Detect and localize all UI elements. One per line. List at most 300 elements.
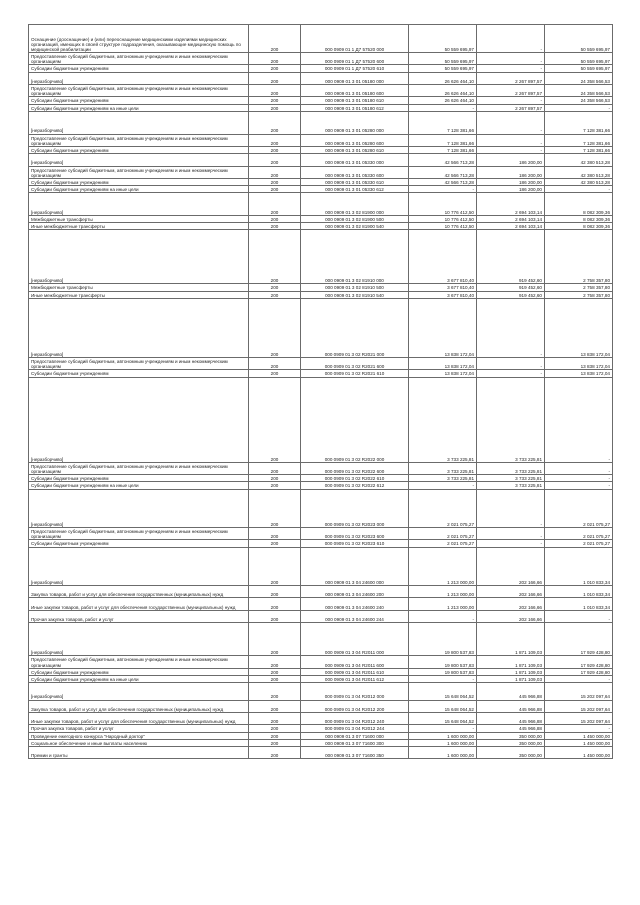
table-row bbox=[29, 377, 613, 462]
row-amount-approved: 2 021 075,27 bbox=[409, 489, 477, 527]
row-amount-executed: 202 166,66 bbox=[477, 598, 545, 610]
row-amount-unexecuted: 17 929 428,80 bbox=[545, 668, 613, 675]
row-description: Закупка товаров, работ и услуг для обеспечения государственных (муниципальных) нужд bbox=[29, 700, 249, 712]
row-line-code: 200 bbox=[249, 370, 301, 377]
row-classification-code: 000 0909 01 3 02 R2023 610 bbox=[301, 540, 409, 547]
row-classification-code: 000 0909 01 3 02 R2022 610 bbox=[301, 475, 409, 482]
row-classification-code: 000 0909 01 3 04 R2011 612 bbox=[301, 675, 409, 682]
row-amount-approved: - bbox=[409, 725, 477, 732]
row-amount-approved: 3 733 225,81 bbox=[409, 462, 477, 474]
row-description: Межбюджетные трансферты bbox=[29, 216, 249, 223]
row-amount-unexecuted: 2 021 075,27 bbox=[545, 489, 613, 527]
row-description: Предоставление субсидий бюджетным, автономным учреждениям и иным некоммерческим организациям bbox=[29, 134, 249, 146]
row-amount-unexecuted: 1 010 833,34 bbox=[545, 598, 613, 610]
row-line-code: 200 bbox=[249, 623, 301, 656]
row-description: Субсидии бюджетным учреждениям на иные цели bbox=[29, 482, 249, 489]
row-description: [неразборчиво] bbox=[29, 72, 249, 84]
row-line-code: 200 bbox=[249, 462, 301, 474]
row-classification-code: 000 0909 01 3 02 R2022 600 bbox=[301, 462, 409, 474]
table-row bbox=[29, 540, 613, 547]
table-row bbox=[29, 598, 613, 610]
row-amount-unexecuted: - bbox=[545, 725, 613, 732]
row-amount-unexecuted: 17 929 428,80 bbox=[545, 623, 613, 656]
row-description: Субсидии бюджетным учреждениям bbox=[29, 97, 249, 104]
row-line-code: 200 bbox=[249, 475, 301, 482]
row-classification-code: 000 0909 01 1 Д7 57520 600 bbox=[301, 53, 409, 65]
row-amount-executed: 1 871 109,03 bbox=[477, 623, 545, 656]
row-amount-approved: 1 213 000,00 bbox=[409, 598, 477, 610]
row-amount-executed: 3 733 225,81 bbox=[477, 475, 545, 482]
row-amount-approved: 42 566 713,28 bbox=[409, 154, 477, 166]
row-amount-approved: 1 213 000,00 bbox=[409, 547, 477, 585]
row-line-code: 200 bbox=[249, 193, 301, 216]
table-row bbox=[29, 166, 613, 178]
row-amount-approved: 10 776 412,50 bbox=[409, 223, 477, 230]
row-description: Субсидии бюджетным учреждениям bbox=[29, 540, 249, 547]
row-line-code: 200 bbox=[249, 489, 301, 527]
row-classification-code: 000 0909 01 3 04 24600 000 bbox=[301, 547, 409, 585]
row-line-code: 200 bbox=[249, 668, 301, 675]
row-amount-approved: 26 626 464,10 bbox=[409, 72, 477, 84]
row-amount-approved: 3 733 225,81 bbox=[409, 377, 477, 462]
table-row bbox=[29, 104, 613, 111]
row-amount-approved: 7 128 381,66 bbox=[409, 111, 477, 134]
row-description: Прочая закупка товаров, работ и услуг bbox=[29, 725, 249, 732]
row-amount-executed: 1 871 109,03 bbox=[477, 668, 545, 675]
row-classification-code: 000 0909 01 3 02 R2023 000 bbox=[301, 489, 409, 527]
row-amount-unexecuted: 50 559 695,97 bbox=[545, 25, 613, 53]
row-amount-unexecuted: 8 082 309,36 bbox=[545, 216, 613, 223]
row-classification-code: 000 0909 01 3 04 R2011 610 bbox=[301, 668, 409, 675]
row-amount-unexecuted: - bbox=[545, 675, 613, 682]
row-amount-approved: 26 626 464,10 bbox=[409, 84, 477, 96]
row-description: Субсидии бюджетным учреждениям на иные цели bbox=[29, 104, 249, 111]
row-amount-unexecuted: 50 559 695,97 bbox=[545, 53, 613, 65]
row-amount-approved: 1 600 000,00 bbox=[409, 732, 477, 739]
table-row bbox=[29, 725, 613, 732]
row-amount-approved: 15 648 064,52 bbox=[409, 700, 477, 712]
row-amount-approved: 42 566 713,28 bbox=[409, 166, 477, 178]
row-amount-unexecuted: 1 450 000,00 bbox=[545, 732, 613, 739]
row-amount-approved: 13 838 172,04 bbox=[409, 358, 477, 370]
row-description: Предоставление субсидий бюджетным, автономным учреждениям и иным некоммерческим организациям bbox=[29, 527, 249, 539]
row-line-code: 200 bbox=[249, 53, 301, 65]
row-line-code: 200 bbox=[249, 358, 301, 370]
row-description: Иные закупки товаров, работ и услуг для обеспечения государственных (муниципальных) нужд bbox=[29, 713, 249, 725]
row-amount-executed: - bbox=[477, 97, 545, 104]
row-classification-code: 000 0909 01 3 04 24600 244 bbox=[301, 610, 409, 622]
row-amount-approved: 7 128 381,66 bbox=[409, 134, 477, 146]
row-amount-unexecuted: 42 380 513,28 bbox=[545, 154, 613, 166]
row-classification-code: 000 0909 01 3 04 R2012 244 bbox=[301, 725, 409, 732]
row-amount-approved: 1 600 000,00 bbox=[409, 746, 477, 758]
row-line-code: 200 bbox=[249, 739, 301, 746]
row-classification-code: 000 0909 01 3 04 24600 200 bbox=[301, 585, 409, 597]
row-amount-executed: 202 166,66 bbox=[477, 610, 545, 622]
row-description: Иные закупки товаров, работ и услуг для обеспечения государственных (муниципальных) нужд bbox=[29, 598, 249, 610]
row-amount-approved: - bbox=[409, 186, 477, 193]
row-amount-approved: 15 648 064,52 bbox=[409, 713, 477, 725]
row-amount-executed: 186 200,00 bbox=[477, 178, 545, 185]
row-amount-executed: - bbox=[477, 25, 545, 53]
row-line-code: 200 bbox=[249, 166, 301, 178]
row-line-code: 200 bbox=[249, 585, 301, 597]
row-description: Субсидии бюджетным учреждениям bbox=[29, 668, 249, 675]
row-line-code: 200 bbox=[249, 598, 301, 610]
row-amount-executed: - bbox=[477, 370, 545, 377]
row-description: Закупка товаров, работ и услуг для обеспечения государственных (муниципальных) нужд bbox=[29, 585, 249, 597]
row-description: Предоставление субсидий бюджетным, автономным учреждениям и иным некоммерческим организациям bbox=[29, 166, 249, 178]
row-amount-executed: - bbox=[477, 53, 545, 65]
row-line-code: 200 bbox=[249, 186, 301, 193]
table-row bbox=[29, 291, 613, 298]
row-classification-code: 000 0909 01 1 Д7 57520 000 bbox=[301, 25, 409, 53]
row-line-code: 200 bbox=[249, 713, 301, 725]
row-classification-code: 000 0909 01 3 01 05180 000 bbox=[301, 72, 409, 84]
row-amount-approved: 1 213 000,00 bbox=[409, 585, 477, 597]
row-amount-executed: 445 966,88 bbox=[477, 683, 545, 701]
row-amount-executed: - bbox=[477, 298, 545, 357]
row-amount-executed: - bbox=[477, 527, 545, 539]
row-amount-executed: - bbox=[477, 65, 545, 72]
table-row bbox=[29, 216, 613, 223]
row-amount-unexecuted: - bbox=[545, 482, 613, 489]
row-amount-approved: 1 600 000,00 bbox=[409, 739, 477, 746]
row-description: Предоставление субсидий бюджетным, автономным учреждениям и иным некоммерческим организациям bbox=[29, 53, 249, 65]
table-row bbox=[29, 134, 613, 146]
row-amount-executed: 1 871 109,03 bbox=[477, 675, 545, 682]
row-classification-code: 000 0909 01 3 01 05180 612 bbox=[301, 104, 409, 111]
row-line-code: 200 bbox=[249, 700, 301, 712]
table-row bbox=[29, 65, 613, 72]
row-description: Субсидии бюджетным учреждениям на иные цели bbox=[29, 186, 249, 193]
table-row bbox=[29, 223, 613, 230]
row-classification-code: 000 0909 01 3 02 81900 500 bbox=[301, 216, 409, 223]
row-line-code: 200 bbox=[249, 377, 301, 462]
row-line-code: 200 bbox=[249, 25, 301, 53]
row-classification-code: 000 0909 01 3 04 R2012 200 bbox=[301, 700, 409, 712]
table-row bbox=[29, 610, 613, 622]
row-amount-unexecuted: - bbox=[545, 104, 613, 111]
row-line-code: 200 bbox=[249, 154, 301, 166]
row-amount-approved: 3 677 810,40 bbox=[409, 230, 477, 284]
row-line-code: 200 bbox=[249, 97, 301, 104]
row-classification-code: 000 0909 01 3 02 81910 500 bbox=[301, 284, 409, 291]
row-classification-code: 000 0909 01 3 07 71600 000 bbox=[301, 732, 409, 739]
row-classification-code: 000 0909 01 3 02 81900 000 bbox=[301, 193, 409, 216]
row-amount-unexecuted: 2 021 075,27 bbox=[545, 540, 613, 547]
row-description: Субсидии бюджетным учреждениям bbox=[29, 178, 249, 185]
row-classification-code: 000 0909 01 3 01 05180 600 bbox=[301, 84, 409, 96]
row-amount-unexecuted: 24 358 566,53 bbox=[545, 72, 613, 84]
row-description: [неразборчиво] bbox=[29, 547, 249, 585]
row-amount-unexecuted: 50 559 695,97 bbox=[545, 65, 613, 72]
table-row bbox=[29, 656, 613, 668]
row-amount-approved: 50 559 695,97 bbox=[409, 53, 477, 65]
table-row bbox=[29, 284, 613, 291]
row-line-code: 200 bbox=[249, 284, 301, 291]
row-amount-unexecuted: 2 021 075,27 bbox=[545, 527, 613, 539]
row-amount-unexecuted: 1 450 000,00 bbox=[545, 739, 613, 746]
table-row bbox=[29, 178, 613, 185]
row-amount-approved: 3 733 225,81 bbox=[409, 475, 477, 482]
row-description: Межбюджетные трансферты bbox=[29, 284, 249, 291]
row-description: Предоставление субсидий бюджетным, автономным учреждениям и иным некоммерческим организациям bbox=[29, 358, 249, 370]
row-amount-unexecuted: 17 929 428,80 bbox=[545, 656, 613, 668]
row-line-code: 200 bbox=[249, 298, 301, 357]
row-classification-code: 000 0909 01 3 02 R2021 000 bbox=[301, 298, 409, 357]
table-row bbox=[29, 72, 613, 84]
row-amount-unexecuted: - bbox=[545, 610, 613, 622]
table-row bbox=[29, 146, 613, 153]
row-amount-approved: 19 800 537,83 bbox=[409, 668, 477, 675]
row-classification-code: 000 0909 01 3 02 81910 540 bbox=[301, 291, 409, 298]
row-line-code: 200 bbox=[249, 291, 301, 298]
row-line-code: 200 bbox=[249, 683, 301, 701]
row-amount-approved: 2 021 075,27 bbox=[409, 540, 477, 547]
row-classification-code: 000 0909 01 3 07 71600 300 bbox=[301, 739, 409, 746]
row-amount-approved: 19 800 537,83 bbox=[409, 656, 477, 668]
row-amount-executed: 186 200,00 bbox=[477, 154, 545, 166]
table-row bbox=[29, 700, 613, 712]
table-row bbox=[29, 111, 613, 134]
row-amount-executed: 445 966,88 bbox=[477, 700, 545, 712]
row-description: Иные межбюджетные трансферты bbox=[29, 291, 249, 298]
row-classification-code: 000 0909 01 3 04 24600 240 bbox=[301, 598, 409, 610]
row-amount-unexecuted: 2 758 357,80 bbox=[545, 284, 613, 291]
row-line-code: 200 bbox=[249, 223, 301, 230]
table-row bbox=[29, 683, 613, 701]
row-amount-unexecuted: 7 128 381,66 bbox=[545, 134, 613, 146]
row-amount-approved: 7 128 381,66 bbox=[409, 146, 477, 153]
row-description: Иные межбюджетные трансферты bbox=[29, 223, 249, 230]
row-amount-approved: - bbox=[409, 610, 477, 622]
row-line-code: 200 bbox=[249, 610, 301, 622]
row-amount-approved: - bbox=[409, 104, 477, 111]
row-description: [неразборчиво] bbox=[29, 193, 249, 216]
row-classification-code: 000 0909 01 3 02 R2021 600 bbox=[301, 358, 409, 370]
table-row bbox=[29, 746, 613, 758]
row-amount-approved: 3 677 810,40 bbox=[409, 291, 477, 298]
row-amount-executed: - bbox=[477, 489, 545, 527]
row-description: Субсидии бюджетным учреждениям на иные цели bbox=[29, 675, 249, 682]
row-amount-unexecuted: 13 838 172,04 bbox=[545, 358, 613, 370]
row-amount-approved: 19 800 537,83 bbox=[409, 623, 477, 656]
table-row bbox=[29, 230, 613, 284]
row-amount-unexecuted: - bbox=[545, 462, 613, 474]
row-description: [неразборчиво] bbox=[29, 154, 249, 166]
row-description: Субсидии бюджетным учреждениям bbox=[29, 370, 249, 377]
row-description: Субсидии бюджетным учреждениям bbox=[29, 475, 249, 482]
table-row bbox=[29, 475, 613, 482]
row-description: [неразборчиво] bbox=[29, 683, 249, 701]
row-description: Предоставление субсидий бюджетным, автономным учреждениям и иным некоммерческим организациям bbox=[29, 656, 249, 668]
row-description: Премии и гранты bbox=[29, 746, 249, 758]
row-line-code: 200 bbox=[249, 230, 301, 284]
row-line-code: 200 bbox=[249, 656, 301, 668]
table-row bbox=[29, 489, 613, 527]
row-description: Оснащение (дооснащение) и (или) переоснащение медицинскими изделиями медицинских организаций, имеющих в своей структуре подразделения, оказывающие медицинскую помощь по медицинской реабилитации bbox=[29, 25, 249, 53]
row-amount-approved: - bbox=[409, 675, 477, 682]
row-amount-executed: 186 200,00 bbox=[477, 166, 545, 178]
row-classification-code: 000 0909 01 3 02 R2021 610 bbox=[301, 370, 409, 377]
row-amount-unexecuted: 8 082 309,36 bbox=[545, 223, 613, 230]
row-line-code: 200 bbox=[249, 134, 301, 146]
row-amount-executed: 202 166,66 bbox=[477, 585, 545, 597]
table-row bbox=[29, 668, 613, 675]
row-amount-executed: - bbox=[477, 146, 545, 153]
row-amount-executed: 2 267 897,57 bbox=[477, 104, 545, 111]
row-line-code: 200 bbox=[249, 146, 301, 153]
row-classification-code: 000 0909 01 3 02 81910 000 bbox=[301, 230, 409, 284]
row-amount-executed: 919 452,60 bbox=[477, 230, 545, 284]
row-amount-unexecuted: 7 128 381,66 bbox=[545, 146, 613, 153]
row-amount-unexecuted: 24 358 566,53 bbox=[545, 97, 613, 104]
row-amount-unexecuted: 42 380 513,28 bbox=[545, 178, 613, 185]
row-classification-code: 000 0909 01 3 01 05330 612 bbox=[301, 186, 409, 193]
row-classification-code: 000 0909 01 3 02 R2022 000 bbox=[301, 377, 409, 462]
row-classification-code: 000 0909 01 3 02 81900 540 bbox=[301, 223, 409, 230]
row-amount-executed: 2 267 897,57 bbox=[477, 84, 545, 96]
row-description: [неразборчиво] bbox=[29, 377, 249, 462]
row-amount-approved: 50 559 695,97 bbox=[409, 25, 477, 53]
row-amount-approved: 15 648 064,52 bbox=[409, 683, 477, 701]
row-amount-approved: - bbox=[409, 482, 477, 489]
row-amount-executed: 350 000,00 bbox=[477, 732, 545, 739]
row-amount-executed: 445 966,88 bbox=[477, 713, 545, 725]
row-classification-code: 000 0909 01 3 04 R2011 600 bbox=[301, 656, 409, 668]
row-amount-executed: 202 166,66 bbox=[477, 547, 545, 585]
row-description: [неразборчиво] bbox=[29, 489, 249, 527]
row-line-code: 200 bbox=[249, 178, 301, 185]
expenditure-table bbox=[28, 24, 613, 759]
row-description: Предоставление субсидий бюджетным, автономным учреждениям и иным некоммерческим организациям bbox=[29, 84, 249, 96]
row-amount-executed: 2 694 103,14 bbox=[477, 193, 545, 216]
row-amount-approved: 26 626 464,10 bbox=[409, 97, 477, 104]
row-amount-executed: 2 694 103,14 bbox=[477, 216, 545, 223]
table-row bbox=[29, 97, 613, 104]
row-amount-unexecuted: 24 358 566,53 bbox=[545, 84, 613, 96]
row-amount-approved: 10 776 412,50 bbox=[409, 193, 477, 216]
table-row bbox=[29, 298, 613, 357]
row-amount-executed: 919 452,60 bbox=[477, 291, 545, 298]
table-row bbox=[29, 739, 613, 746]
row-classification-code: 000 0909 01 3 04 R2011 000 bbox=[301, 623, 409, 656]
row-amount-approved: 3 677 810,40 bbox=[409, 284, 477, 291]
row-description: [неразборчиво] bbox=[29, 298, 249, 357]
row-amount-unexecuted: - bbox=[545, 475, 613, 482]
row-amount-approved: 42 566 713,28 bbox=[409, 178, 477, 185]
table-row bbox=[29, 623, 613, 656]
row-amount-executed: 2 694 103,14 bbox=[477, 223, 545, 230]
row-amount-unexecuted: 2 758 357,80 bbox=[545, 230, 613, 284]
table-row bbox=[29, 84, 613, 96]
row-description: [неразборчиво] bbox=[29, 111, 249, 134]
row-amount-unexecuted: 2 758 357,80 bbox=[545, 291, 613, 298]
row-line-code: 200 bbox=[249, 725, 301, 732]
row-amount-executed: 350 000,00 bbox=[477, 746, 545, 758]
row-classification-code: 000 0909 01 3 01 05330 600 bbox=[301, 166, 409, 178]
table-row bbox=[29, 482, 613, 489]
row-amount-unexecuted: 1 010 833,34 bbox=[545, 547, 613, 585]
table-row bbox=[29, 25, 613, 53]
table-row bbox=[29, 585, 613, 597]
row-amount-executed: - bbox=[477, 540, 545, 547]
table-row bbox=[29, 527, 613, 539]
row-amount-executed: 919 452,60 bbox=[477, 284, 545, 291]
row-line-code: 200 bbox=[249, 675, 301, 682]
row-description: Прочая закупка товаров, работ и услуг bbox=[29, 610, 249, 622]
table-row bbox=[29, 186, 613, 193]
row-amount-executed: - bbox=[477, 111, 545, 134]
row-classification-code: 000 0909 01 3 01 05280 000 bbox=[301, 111, 409, 134]
row-description: [неразборчиво] bbox=[29, 230, 249, 284]
row-amount-approved: 50 559 695,97 bbox=[409, 65, 477, 72]
table-row bbox=[29, 53, 613, 65]
table-row bbox=[29, 462, 613, 474]
row-amount-executed: 2 267 897,57 bbox=[477, 72, 545, 84]
row-amount-unexecuted: 15 202 097,64 bbox=[545, 683, 613, 701]
row-amount-executed: 1 871 109,03 bbox=[477, 656, 545, 668]
row-amount-executed: - bbox=[477, 358, 545, 370]
row-amount-executed: 3 733 225,81 bbox=[477, 377, 545, 462]
row-amount-executed: 350 000,00 bbox=[477, 739, 545, 746]
row-classification-code: 000 0909 01 3 01 05180 610 bbox=[301, 97, 409, 104]
row-line-code: 200 bbox=[249, 72, 301, 84]
row-amount-unexecuted: 13 838 172,04 bbox=[545, 370, 613, 377]
row-classification-code: 000 0909 01 3 01 05280 610 bbox=[301, 146, 409, 153]
row-line-code: 200 bbox=[249, 111, 301, 134]
row-description: Проведение ежегодного конкурса "Народный доктор" bbox=[29, 732, 249, 739]
table-row bbox=[29, 358, 613, 370]
row-line-code: 200 bbox=[249, 540, 301, 547]
row-amount-approved: 10 776 412,50 bbox=[409, 216, 477, 223]
row-description: Социальное обеспечение и иные выплаты населению bbox=[29, 739, 249, 746]
row-line-code: 200 bbox=[249, 746, 301, 758]
row-classification-code: 000 0909 01 3 02 R2023 600 bbox=[301, 527, 409, 539]
row-classification-code: 000 0909 01 3 07 71600 350 bbox=[301, 746, 409, 758]
expenditure-table-body bbox=[29, 25, 613, 759]
row-line-code: 200 bbox=[249, 547, 301, 585]
row-amount-executed: 186 200,00 bbox=[477, 186, 545, 193]
row-amount-unexecuted: 13 838 172,04 bbox=[545, 298, 613, 357]
row-amount-unexecuted: 7 128 381,66 bbox=[545, 111, 613, 134]
row-classification-code: 000 0909 01 3 01 05330 000 bbox=[301, 154, 409, 166]
row-amount-unexecuted: 15 202 097,64 bbox=[545, 713, 613, 725]
row-line-code: 200 bbox=[249, 527, 301, 539]
row-amount-unexecuted: 1 450 000,00 bbox=[545, 746, 613, 758]
row-line-code: 200 bbox=[249, 104, 301, 111]
row-classification-code: 000 0909 01 3 04 R2012 000 bbox=[301, 683, 409, 701]
row-description: [неразборчиво] bbox=[29, 623, 249, 656]
table-row bbox=[29, 154, 613, 166]
row-description: Субсидии бюджетным учреждениям bbox=[29, 146, 249, 153]
row-line-code: 200 bbox=[249, 84, 301, 96]
row-amount-unexecuted: - bbox=[545, 377, 613, 462]
table-row bbox=[29, 547, 613, 585]
row-classification-code: 000 0909 01 3 01 05280 600 bbox=[301, 134, 409, 146]
row-amount-executed: 3 733 225,81 bbox=[477, 462, 545, 474]
table-row bbox=[29, 713, 613, 725]
row-classification-code: 000 0909 01 3 02 R2022 612 bbox=[301, 482, 409, 489]
row-classification-code: 000 0909 01 1 Д7 57520 610 bbox=[301, 65, 409, 72]
row-classification-code: 000 0909 01 3 01 05330 610 bbox=[301, 178, 409, 185]
row-amount-unexecuted: 42 380 513,28 bbox=[545, 166, 613, 178]
table-row bbox=[29, 193, 613, 216]
row-classification-code: 000 0909 01 3 04 R2012 240 bbox=[301, 713, 409, 725]
row-line-code: 200 bbox=[249, 482, 301, 489]
row-amount-unexecuted: 8 082 309,36 bbox=[545, 193, 613, 216]
